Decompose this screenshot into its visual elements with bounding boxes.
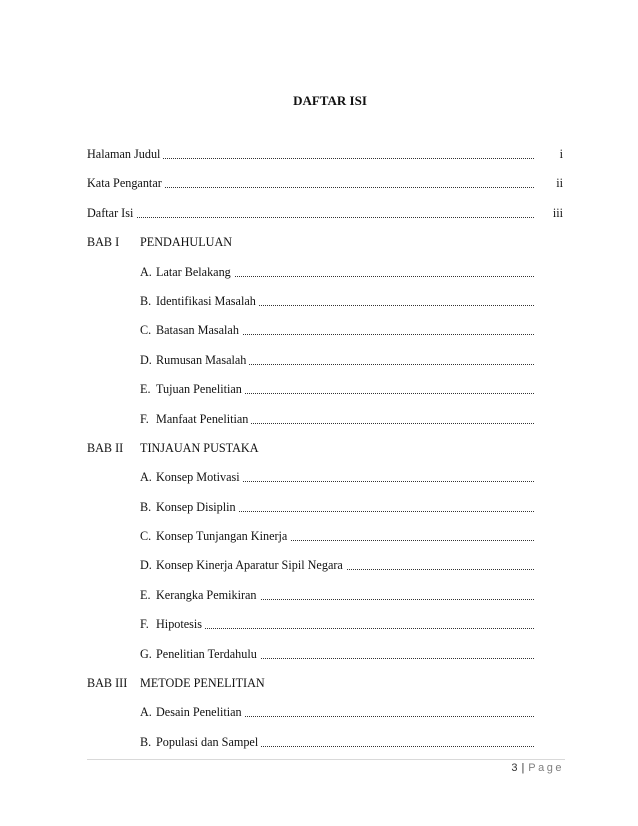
toc-row — [87, 264, 565, 293]
footer-separator: | — [521, 762, 525, 774]
subentry-letter: B. — [140, 499, 152, 514]
toc-subentry-text — [140, 647, 260, 661]
toc-row — [87, 293, 565, 322]
subentry-letter: G. — [140, 646, 152, 661]
subentry-letter: B. — [140, 293, 152, 308]
subentry-letter: B. — [140, 734, 152, 749]
toc-entry-label: Kata Pengantar — [87, 176, 165, 190]
toc-row — [87, 557, 565, 586]
toc-subentry — [140, 528, 534, 544]
toc-row — [87, 381, 565, 410]
table-of-contents — [87, 146, 565, 763]
toc-row — [87, 704, 565, 733]
toc-subentry — [140, 616, 534, 632]
subentry-label: Penelitian Terdahulu — [156, 646, 257, 661]
subentry-letter: A. — [140, 705, 152, 720]
subentry-letter: C. — [140, 529, 152, 544]
toc-chapter-row — [87, 675, 565, 704]
toc-subentry — [140, 352, 534, 368]
toc-subentry-text — [140, 558, 346, 572]
chapter-heading — [87, 234, 232, 250]
toc-subentry — [140, 557, 534, 573]
toc-subentry — [140, 264, 534, 280]
toc-subentry-text — [140, 529, 290, 543]
toc-subentry-text — [140, 265, 234, 279]
footer-page-word: Page — [528, 762, 564, 774]
toc-row — [87, 175, 565, 204]
toc-subentry — [140, 322, 534, 338]
toc-subentry-text — [140, 500, 239, 514]
subentry-label: Konsep Kinerja Aparatur Sipil Negara — [156, 558, 343, 573]
subentry-label: Hipotesis — [156, 617, 203, 632]
subentry-letter: D. — [140, 558, 152, 573]
subentry-label: Identifikasi Masalah — [156, 293, 256, 308]
toc-subentry-text — [140, 412, 251, 426]
subentry-label: Manfaat Penelitian — [156, 411, 249, 426]
toc-row — [87, 587, 565, 616]
subentry-letter: A. — [140, 470, 152, 485]
toc-subentry-text — [140, 323, 242, 337]
chapter-name: TINJAUAN PUSTAKA — [140, 440, 259, 455]
toc-subentry-text — [140, 705, 245, 719]
subentry-label: Kerangka Pemikiran — [156, 587, 257, 602]
toc-subentry — [140, 734, 534, 750]
subentry-letter: F. — [140, 411, 149, 426]
toc-row — [87, 469, 565, 498]
page-footer — [511, 762, 564, 774]
footer-page-number: 3 — [511, 762, 518, 774]
toc-page-number: ii — [556, 176, 563, 191]
toc-page-number: i — [559, 147, 563, 161]
subentry-label: Konsep Disiplin — [156, 499, 236, 514]
toc-subentry-text — [140, 353, 249, 367]
subentry-label: Latar Belakang — [156, 264, 231, 279]
toc-subentry — [140, 293, 534, 309]
subentry-label: Desain Penelitian — [156, 705, 242, 720]
toc-subentry — [140, 704, 534, 720]
chapter-heading — [87, 440, 259, 456]
subentry-letter: A. — [140, 264, 152, 279]
toc-row — [87, 499, 565, 528]
subentry-letter: D. — [140, 352, 152, 367]
toc-subentry-text — [140, 470, 243, 484]
toc-subentry — [140, 499, 534, 515]
toc-row — [87, 528, 565, 557]
subentry-letter: C. — [140, 323, 152, 338]
toc-row — [87, 322, 565, 351]
toc-row — [87, 411, 565, 440]
chapter-code: BAB III — [87, 676, 128, 691]
toc-row — [87, 146, 565, 175]
toc-subentry — [140, 381, 534, 397]
chapter-name: METODE PENELITIAN — [140, 676, 265, 691]
toc-subentry — [140, 587, 534, 603]
subentry-label: Tujuan Penelitian — [156, 382, 242, 397]
page-title: DAFTAR ISI — [293, 93, 367, 108]
toc-subentry-text — [140, 588, 260, 602]
subentry-label: Konsep Motivasi — [156, 470, 240, 485]
subentry-letter: F. — [140, 617, 149, 632]
toc-page-number: iii — [552, 205, 563, 220]
toc-row — [87, 205, 565, 234]
toc-chapter-row — [87, 234, 565, 263]
subentry-label: Konsep Tunjangan Kinerja — [156, 529, 288, 544]
toc-entry — [87, 175, 534, 191]
toc-chapter-row — [87, 440, 565, 469]
toc-entry-label: Halaman Judul — [87, 147, 163, 161]
toc-subentry — [140, 411, 534, 427]
toc-subentry-text — [140, 382, 245, 396]
chapter-name: PENDAHULUAN — [140, 235, 233, 250]
toc-subentry — [140, 469, 534, 485]
subentry-label: Populasi dan Sampel — [156, 734, 259, 749]
chapter-heading — [87, 675, 265, 691]
toc-subentry-text — [140, 617, 205, 631]
footer-divider — [87, 759, 565, 760]
subentry-letter: E. — [140, 587, 151, 602]
subentry-label: Rumusan Masalah — [156, 352, 247, 367]
dot-leader — [87, 217, 534, 218]
toc-row — [87, 352, 565, 381]
toc-row — [87, 646, 565, 675]
toc-subentry — [140, 646, 534, 662]
subentry-letter: E. — [140, 382, 151, 397]
toc-row — [87, 616, 565, 645]
toc-entry — [87, 205, 534, 221]
toc-subentry-text — [140, 294, 259, 308]
chapter-code: BAB I — [87, 235, 120, 250]
subentry-label: Batasan Masalah — [156, 323, 239, 338]
chapter-code: BAB II — [87, 440, 124, 455]
toc-entry-label: Daftar Isi — [87, 206, 136, 220]
toc-entry — [87, 146, 534, 162]
toc-subentry-text — [140, 735, 261, 749]
